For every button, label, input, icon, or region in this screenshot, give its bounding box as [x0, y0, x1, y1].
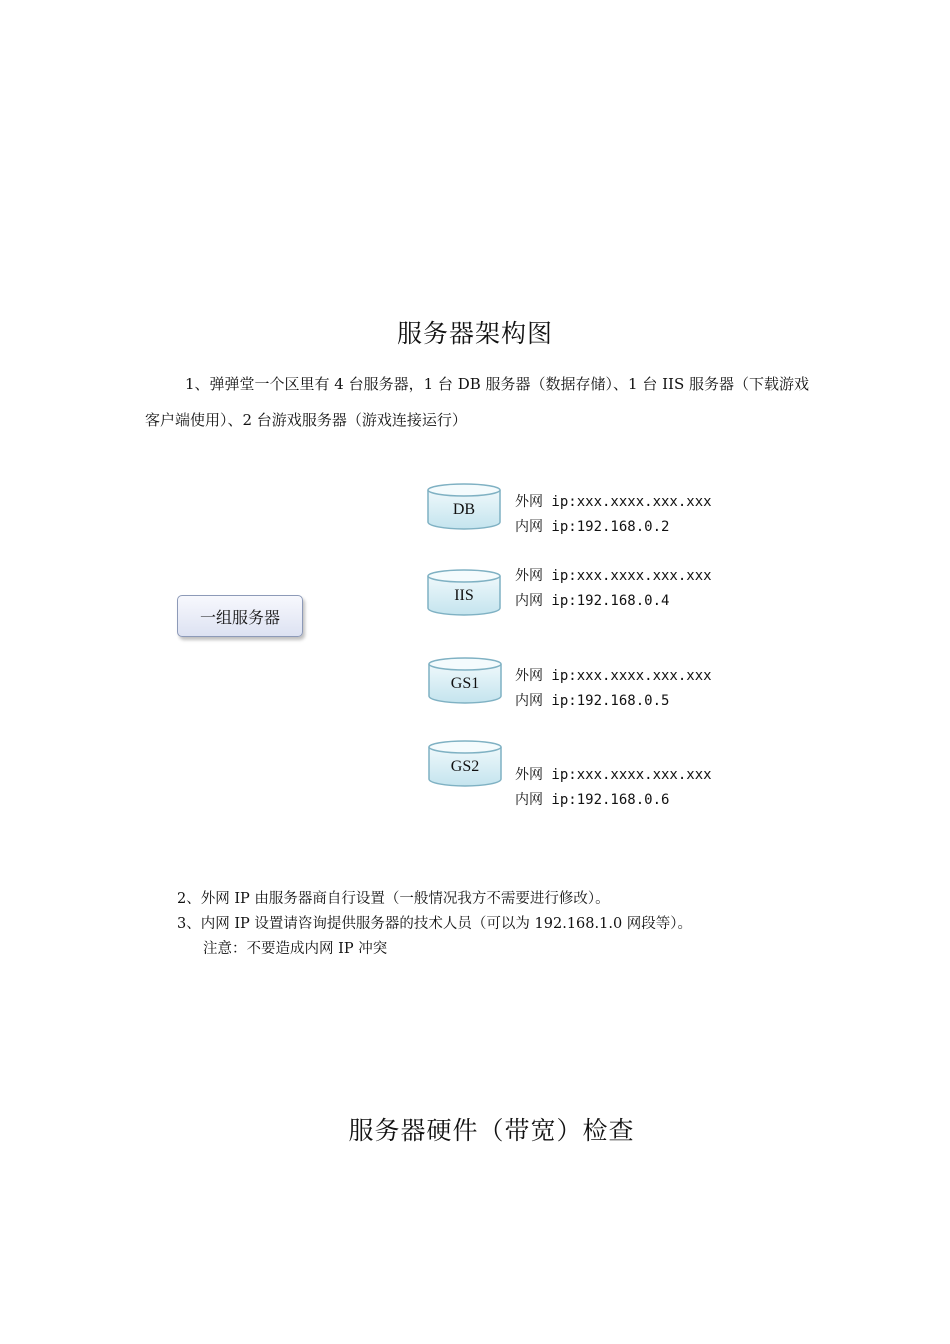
note-external-ip: 2、外网 IP 由服务器商自行设置（一般情况我方不需要进行修改）。 — [177, 891, 610, 907]
server-group-label: 一组服务器 — [199, 607, 280, 627]
page-title: 服务器架构图 — [396, 319, 553, 348]
iis-external-ip: 外网 ip:xxx.xxxx.xxx.xxx — [515, 568, 712, 584]
iis-internal-ip: 内网 ip:192.168.0.4 — [515, 593, 670, 609]
server-name-gs1: GS1 — [450, 675, 480, 692]
server-group-box — [177, 595, 303, 637]
server-name-iis: IIS — [454, 587, 474, 604]
gs2-external-ip: 外网 ip:xxx.xxxx.xxx.xxx — [515, 767, 712, 783]
gs1-internal-ip: 内网 ip:192.168.0.5 — [515, 693, 670, 709]
gs1-server-cylinder — [428, 657, 502, 705]
note-warning: 注意：不要造成内网 IP 冲突 — [203, 941, 388, 957]
iis-server-cylinder — [427, 569, 501, 617]
server-name-db: DB — [452, 501, 476, 518]
gs2-internal-ip: 内网 ip:192.168.0.6 — [515, 792, 670, 808]
note-internal-ip: 3、内网 IP 设置请咨询提供服务器的技术人员（可以为 192.168.1.0 网段等）。 — [177, 916, 693, 932]
db-external-ip: 外网 ip:xxx.xxxx.xxx.xxx — [515, 494, 712, 510]
intro-paragraph: 1、弹弹堂一个区里有 4 台服务器，1 台 DB 服务器（数据存储）、1 台 IIS 服务器（下载游戏客户端使用）、2 台游戏服务器（游戏连接运行） — [145, 375, 809, 429]
section2-title: 服务器硬件（带宽）检查 — [348, 1116, 635, 1145]
db-internal-ip: 内网 ip:192.168.0.2 — [515, 519, 670, 535]
server-name-gs2: GS2 — [450, 758, 480, 775]
gs2-server-cylinder — [428, 740, 502, 788]
db-server-cylinder — [427, 483, 501, 531]
gs1-external-ip: 外网 ip:xxx.xxxx.xxx.xxx — [515, 668, 712, 684]
